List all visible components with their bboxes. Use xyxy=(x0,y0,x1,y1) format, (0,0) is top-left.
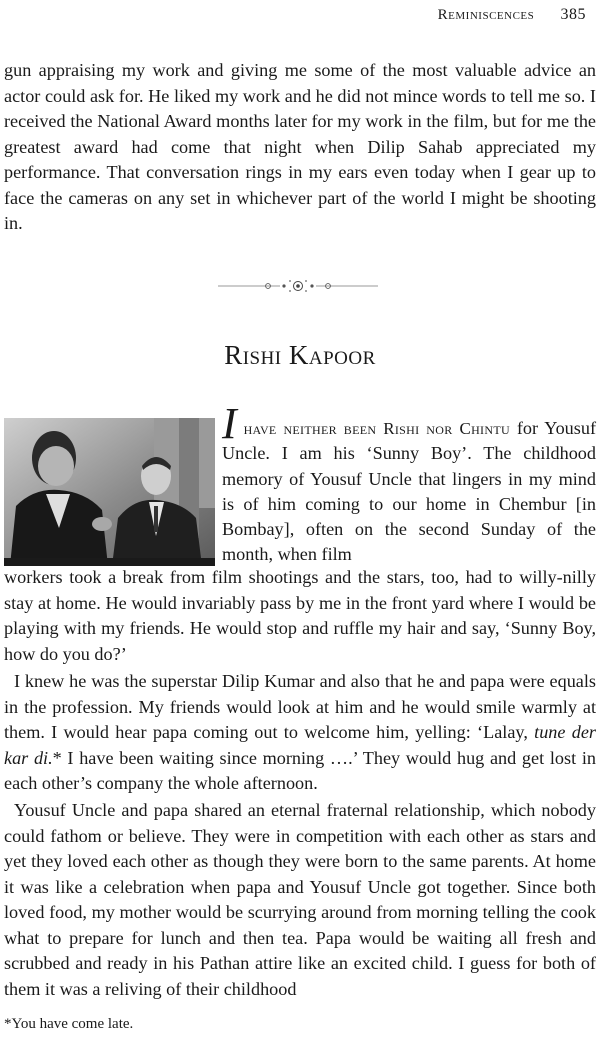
drop-cap: I xyxy=(222,399,237,448)
page-number: 385 xyxy=(560,6,586,23)
ornament-divider xyxy=(218,278,378,294)
paragraph-3: Yousuf Uncle and papa shared an eternal fraternal relationship, which nobody could fathom or believe. They were in competition with each other as stars and yet they loved each other as though they were born to the same parents. At home it was like a celebration when papa and Yousuf Uncle got together. Since both loved food, my mother would be scurrying around from morning telling the cook what to prepare for lunch and then tea. Papa would be waiting all fresh and scrubbed and ready in his Pathan attire like an excited child. I guess for both of them it was a reliving of their childhood xyxy=(4,800,596,999)
paragraph-2-text-b: * I have been waiting since morning ….’ They would hug and get lost in each other’s company the whole afternoon. xyxy=(4,747,596,793)
opening-text: for Yousuf Uncle. I am his ‘Sunny Boy’. The childhood memory of Yousuf Uncle that lingers in my mind is of him coming to our home in Chembur [in Bombay], often on the second Sunday of the month, when film xyxy=(222,418,596,565)
section-heading: Rishi Kapoor xyxy=(224,340,376,370)
paragraph-2-text-a: I knew he was the superstar Dilip Kumar and also that he and papa were equals in the profession. My friends would look at him and he would smile warmly at them. I would hear papa coming out to welcome him, yelling: ‘Lalay, xyxy=(4,671,596,742)
opening-smallcaps: have neither been Rishi nor Chintu xyxy=(243,419,510,438)
paragraph-2-italic: tune der kar di. xyxy=(4,722,596,768)
running-head-title: Reminiscences xyxy=(437,7,535,23)
running-head xyxy=(0,6,586,24)
paragraph-2 xyxy=(4,669,596,797)
intro-paragraph: gun appraising my work and giving me some of the most valuable advice an actor could ask for. He liked my work and he did not mince words to tell me so. I received the National Award months later for my work in the film, but for me the greatest award had come that night when Dilip Sahab appreciated my performance. That conversation rings in my ears even today when I gear up to face the cameras on any set in whichever part of the world I might be shooting in. xyxy=(4,60,596,233)
paragraph-continuation: workers took a break from film shootings and the stars, too, had to willy-nilly stay at home. He would invariably pass by me in the front yard where I would be playing with my friends. He would stop and ruffle my hair and say, ‘Sunny Boy, how do you do?’ xyxy=(4,567,596,664)
opening-paragraph xyxy=(222,399,596,568)
photo-rishi-kapoor-with-dilip-kumar xyxy=(4,418,215,566)
footnote: *You have come late. xyxy=(4,1016,134,1032)
